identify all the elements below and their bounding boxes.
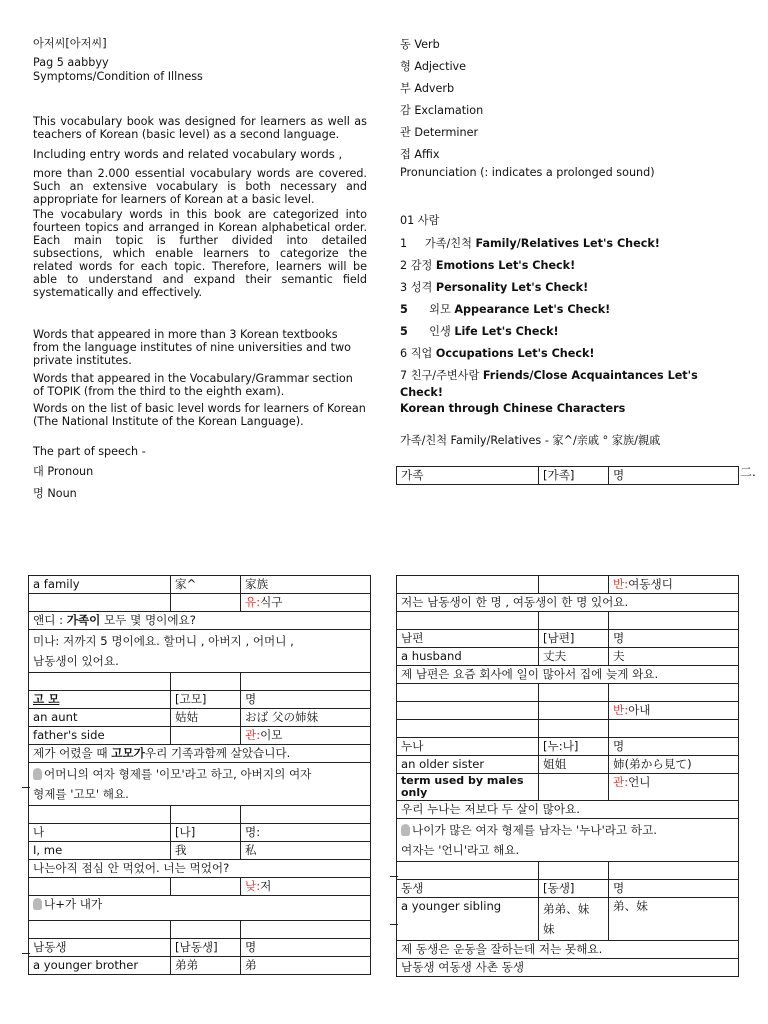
pronunciation-cell: [가족]	[539, 467, 609, 485]
japanese-cell: 弟	[241, 957, 371, 975]
example-sentence: 미나: 저까지 5 명이에요. 할머니 , 아버지 , 어머니 , 남동생이 있어요.	[29, 630, 371, 673]
pronunciation-cell: [남동생]	[171, 939, 241, 957]
definition-cell: term used by males only	[397, 774, 539, 801]
toc-korean: 감정	[410, 259, 433, 272]
definition-cell: a husband	[397, 648, 539, 666]
example-sentence: 제 남편은 요즘 회사에 일이 많아서 집에 늦게 와요.	[397, 666, 739, 684]
pronunciation-cell: [남편]	[539, 630, 609, 648]
pos-cell: 명	[609, 467, 739, 485]
toc-check: Check!	[400, 386, 443, 399]
synonym-cell: 유:식구	[241, 594, 371, 612]
toc-english: Family/Relatives Let's Check!	[475, 237, 660, 250]
japanese-cell: おば 父の姉妹	[241, 709, 371, 727]
pos-pronoun: 대 Pronoun	[33, 465, 94, 478]
definition-cell: a younger brother	[29, 957, 171, 975]
criteria-3: Words on the list of basic level words for learners of Korean (The National Institute of the Korean Language).	[33, 402, 366, 428]
family-heading: 가족/친척 Family/Relatives - 家^/亲戚 ° 家族/親戚	[400, 434, 661, 447]
lightbulb-icon	[33, 768, 42, 780]
pronunciation-cell: [동생]	[539, 880, 609, 898]
pos-cell: 명	[609, 738, 739, 756]
criteria-2: Words that appeared in the Vocabulary/Grammar section of TOPIK (from the third to the eighth exam).	[33, 372, 353, 398]
toc-english: Personality Let's Check!	[435, 281, 589, 294]
chinese-cell: 丈夫	[539, 648, 609, 666]
definition-cell: father's side	[29, 727, 171, 745]
pronunciation-note: Pronunciation (: indicates a prolonged sound)	[400, 166, 655, 179]
japanese-cell: 姉(弟から見て)	[609, 756, 739, 774]
toc-number: 2	[400, 259, 408, 272]
margin-mark	[390, 924, 398, 925]
margin-mark	[22, 787, 30, 788]
chinese-cell: 姑姑	[171, 709, 241, 727]
toc-korean: 외모	[429, 303, 451, 316]
pos-adverb: 부 Adverb	[400, 82, 455, 95]
side-mark: 二.	[740, 465, 756, 479]
pos-exclamation: 감 Exclamation	[400, 104, 484, 117]
criteria-1: Words that appeared in more than 3 Korean textbooks from the language institutes of nine universities and two private institutes.	[33, 328, 351, 367]
family-table	[396, 466, 739, 485]
word-cell: 나	[29, 824, 171, 842]
vocab-table-left	[28, 575, 371, 975]
word-cell: 고 모	[29, 691, 171, 709]
pos-cell: 명	[241, 939, 371, 957]
intro-paragraph-3: more than 2.000 essential vocabulary words are covered. Such an extensive vocabulary is both necessary and appropriate for learners of Korean at a basic level.	[33, 167, 367, 206]
related-cell: 관:이모	[241, 727, 371, 745]
toc-item	[400, 325, 559, 338]
toc-english: Life Let's Check!	[454, 325, 559, 338]
pos-cell: 명:	[241, 824, 371, 842]
pos-verb: 동 Verb	[400, 38, 440, 51]
example-sentence: 우리 누나는 저보다 두 살이 많아요.	[397, 801, 739, 819]
toc-korean: 친구/주변사람	[410, 369, 480, 382]
antonym-cell: 반:아내	[609, 702, 739, 720]
tip-note: 나이가 많은 여자 형제를 남자는 '누나'라고 하고. 여자는 '언니'라고 해요.	[397, 819, 739, 862]
tip-note: 어머니의 여자 형제를 '이모'라고 하고, 아버지의 여자 형제를 '고모' 해요.	[29, 763, 371, 806]
toc-chinese: Korean through Chinese Characters	[400, 402, 626, 415]
example-sentence: 앤디 : 가족이 모두 몇 명이에요?	[29, 612, 371, 630]
toc-english: Emotions Let's Check!	[435, 259, 576, 272]
toc-korean: 가족/친척	[424, 237, 472, 250]
toc-number: 3	[400, 281, 408, 294]
intro-paragraph-4: The vocabulary words in this book are categorized into fourteen topics and arranged in Korean alphabetical order. Each main topic is further divided into detailed subsections, which enable learners to categorize the related words for each topic. Therefore, learners will be able to understand and expand their semantic field systematically and effectively.	[33, 208, 367, 299]
toc-english: Appearance Let's Check!	[454, 303, 611, 316]
toc-item	[400, 281, 588, 294]
pos-noun: 명 Noun	[33, 487, 77, 500]
definition-cell: a family	[29, 576, 171, 594]
pronunciation-cell: [고모]	[171, 691, 241, 709]
word-cell: 누나	[397, 738, 539, 756]
example-sentence: 제가 어렸을 때 고모가우리 기족과함께 살았습니다.	[29, 745, 371, 763]
toc-number: 6	[400, 347, 408, 360]
toc-number: 7	[400, 369, 408, 382]
word-cell: 가족	[397, 467, 539, 485]
intro-paragraph-2: Including entry words and related vocabulary words ,	[33, 147, 343, 161]
chinese-cell: 弟弟、妹 妹	[539, 898, 609, 941]
japanese-cell: 家族	[241, 576, 371, 594]
pos-adjective: 형 Adjective	[400, 60, 467, 73]
word-cell: 남편	[397, 630, 539, 648]
pronunciation-cell: [누:나]	[539, 738, 609, 756]
definition-cell: an older sister	[397, 756, 539, 774]
toc-number: 5	[400, 303, 408, 316]
header-title: 아저씨[아저씨]	[33, 37, 107, 50]
section-heading: 01 사람	[400, 214, 440, 227]
intro-paragraph-1: This vocabulary book was designed for learners as well as teachers of Korean (basic level) as a second language.	[33, 115, 367, 141]
pos-heading: The part of speech -	[33, 445, 146, 458]
chinese-cell: 我	[171, 842, 241, 860]
pos-determiner: 관 Determiner	[400, 126, 479, 139]
definition-cell: a younger sibling	[397, 898, 539, 941]
japanese-cell: 私	[241, 842, 371, 860]
toc-number: 5	[400, 325, 408, 338]
lightbulb-icon	[401, 824, 410, 836]
word-cell: 동생	[397, 880, 539, 898]
toc-item	[400, 259, 575, 272]
example-sentence: 제 동생은 운동을 잘하는데 저는 못해요.	[397, 941, 739, 959]
pos-affix: 접 Affix	[400, 148, 440, 161]
pronunciation-cell: [나]	[171, 824, 241, 842]
example-sentence: 남동생 여동생 사촌 동생	[397, 959, 739, 977]
toc-english: Friends/Close Acquaintances Let's	[482, 369, 698, 382]
vocab-table-right	[396, 575, 739, 977]
page-number: Pag 5 aabbyy	[33, 56, 109, 69]
definition-cell: I, me	[29, 842, 171, 860]
lowered-form-cell: 낮:저	[241, 878, 371, 896]
chinese-cell: 弟弟	[171, 957, 241, 975]
toc-korean: 인생	[429, 325, 451, 338]
chinese-cell: 姐姐	[539, 756, 609, 774]
word-cell: 남동생	[29, 939, 171, 957]
toc-korean: 직업	[410, 347, 433, 360]
subtitle: Symptoms/Condition of Illness	[33, 70, 203, 83]
japanese-cell: 弟、妹	[609, 898, 739, 941]
definition-cell: an aunt	[29, 709, 171, 727]
related-cell: 관:언니	[609, 774, 739, 801]
margin-mark	[22, 953, 30, 954]
toc-item	[400, 303, 610, 316]
japanese-cell: 夫	[609, 648, 739, 666]
toc-item	[400, 237, 660, 250]
toc-korean: 성격	[410, 281, 433, 294]
antonym-cell: 반:여동생디	[609, 576, 739, 594]
tip-note: 나+가 내가	[29, 896, 371, 921]
pos-cell: 명	[609, 630, 739, 648]
margin-mark	[390, 876, 398, 877]
pos-cell: 명	[609, 880, 739, 898]
toc-item	[400, 369, 698, 382]
toc-item	[400, 347, 595, 360]
toc-number: 1	[400, 237, 408, 250]
chinese-cell: 家^	[171, 576, 241, 594]
example-sentence: 저는 남동생이 한 명 , 여동생이 한 명 있어요.	[397, 594, 739, 612]
example-sentence: 나는아직 점심 안 먹었어. 너는 먹었어?	[29, 860, 371, 878]
pos-cell: 명	[241, 691, 371, 709]
toc-english: Occupations Let's Check!	[435, 347, 595, 360]
lightbulb-icon	[33, 898, 42, 910]
